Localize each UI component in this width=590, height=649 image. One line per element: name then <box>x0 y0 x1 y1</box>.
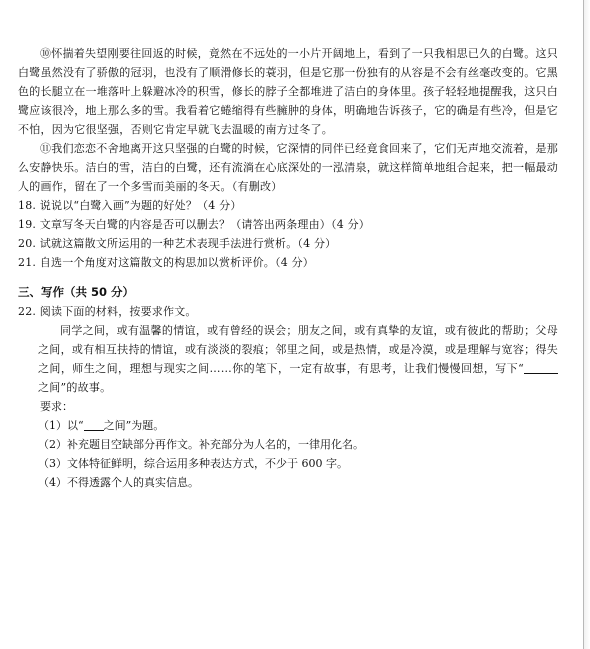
requirement-2: （2）补充题目空缺部分再作文。补充部分为人名的，一律用化名。 <box>38 438 364 451</box>
page-edge-line <box>583 0 584 649</box>
requirement-1-text-b: 之间”为题。 <box>103 419 165 432</box>
passage-paragraph-11: ⑪我们恋恋不舍地离开这只坚强的白鹭的时候，它深情的同伴已经竟食回来了，它们无声地交流着，是那么安静快乐。洁白的雪，洁白的白鹭，还有流淌在心底深处的一泓清泉，就这样简单地组合起来，把一幅最动人的画作，留在了一个多雪而美丽的冬天。（有删改） <box>18 142 558 193</box>
passage-paragraph-10: ⑩怀揣着失望刚要往回返的时候，竟然在不远处的一小片开阔地上，看到了一只我相思已久的白鹭。这只白鹭虽然没有了骄傲的冠羽，也没有了顺滑修长的蓑羽，但是它那一份独有的从容是不会有丝毫改变的。它黑色的长腿立在一堆落叶上躲避冰冷的积雪，修长的脖子全都堆进了洁白的身体里。孩子轻轻地提醒我，这只白鹭应该很冷，地上那么多的雪。我看着它蜷缩得有些臃肿的身体，明确地告诉孩子，它的确是有些冷，但是它不怕，因为它很坚强，否则它肯定早就飞去温暖的南方过冬了。 <box>18 47 558 136</box>
page-edge-shadow <box>584 0 590 649</box>
question-20: 20. 试就这篇散文所运用的一种艺术表现手法进行赏析。（4 分） <box>18 237 337 250</box>
requirement-1-blank <box>84 419 104 431</box>
writing-material-end: 之间”的故事。 <box>38 381 112 394</box>
requirement-1 <box>18 416 558 435</box>
exam-content <box>18 44 558 492</box>
title-blank <box>524 362 558 374</box>
question-19: 19. 文章写冬天白鹭的内容是否可以删去？（请答出两条理由）（4 分） <box>18 218 370 231</box>
writing-material-text: 同学之间，或有温馨的情谊，或有曾经的误会；朋友之间，或有真挚的友谊，或有彼此的帮助；父母之间，或有相互扶持的情谊，或有淡淡的裂痕；邻里之间，或是热情，或是冷漠，或是理解与宽容；得失之间，师生之间，理想与现实之间……你的笔下，一定有故事，有思考，让我们慢慢回想，写下“ <box>38 324 558 375</box>
question-22: 22. 阅读下面的材料，按要求作文。 <box>18 305 197 318</box>
requirement-4: （4）不得透露个人的真实信息。 <box>38 476 199 489</box>
writing-material <box>18 321 558 397</box>
requirement-1-text-a: （1）以“ <box>38 419 84 432</box>
question-18: 18. 说说以“白鹭入画”为题的好处？（4 分） <box>18 199 242 212</box>
section-heading-writing: 三、写作（共 50 分） <box>18 285 135 299</box>
requirement-3: （3）文体特征鲜明，综合运用多种表达方式，不少于 600 字。 <box>38 457 348 470</box>
requirements-title: 要求： <box>40 400 73 413</box>
question-21: 21. 自选一个角度对这篇散文的构思加以赏析评价。（4 分） <box>18 256 314 269</box>
